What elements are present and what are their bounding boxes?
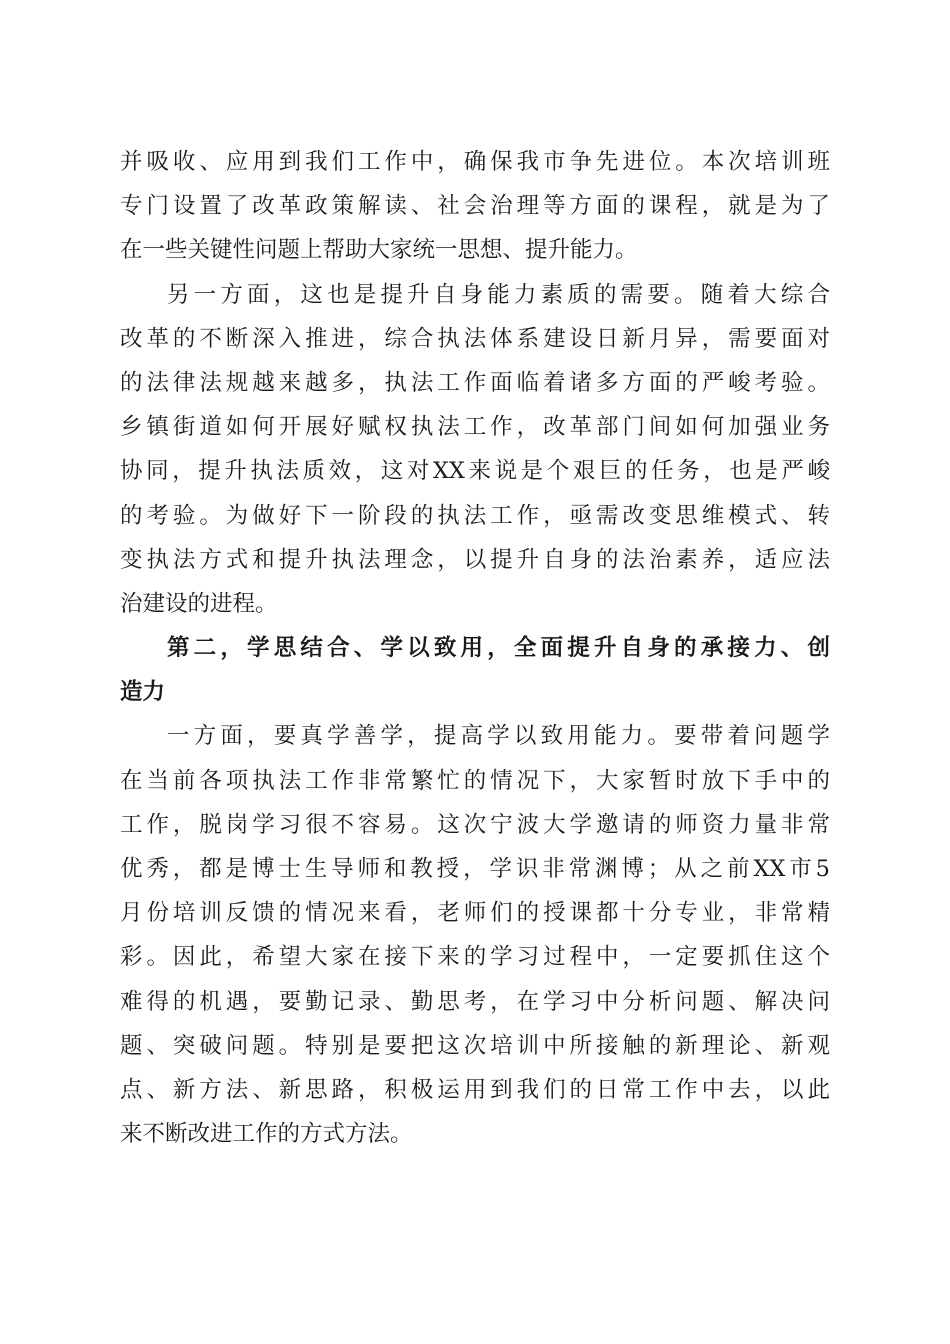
text-line: 变执法方式和提升执法理念，以提升自身的法治素养，适应法 <box>120 546 830 573</box>
text-line: 月份培训反馈的情况来看，老师们的授课都十分专业，非常精 <box>120 900 830 927</box>
text-line: 在一些关键性问题上帮助大家统一思想、提升能力。 <box>120 237 638 264</box>
text-line: 另一方面，这也是提升自身能力素质的需要。随着大综合 <box>167 281 830 308</box>
text-line: 改革的不断深入推进，综合执法体系建设日新月异，需要面对 <box>120 325 830 352</box>
text-line: 乡镇街道如何开展好赋权执法工作，改革部门间如何加强业务 <box>120 414 830 441</box>
text-line: 协同，提升执法质效，这对XX来说是个艰巨的任务，也是严峻 <box>120 458 830 485</box>
heading-line: 造力 <box>120 679 166 706</box>
text-line: 彩。因此，希望大家在接下来的学习过程中，一定要抓住这个 <box>120 944 830 971</box>
text-line: 治建设的进程。 <box>120 590 278 617</box>
text-line: 的法律法规越来越多，执法工作面临着诸多方面的严峻考验。 <box>120 369 830 396</box>
text-line: 来不断改进工作的方式方法。 <box>120 1121 413 1148</box>
text-line: 专门设置了改革政策解读、社会治理等方面的课程，就是为了 <box>120 193 830 220</box>
text-line: 在当前各项执法工作非常繁忙的情况下，大家暂时放下手中的 <box>120 767 830 794</box>
text-line: 点、新方法、新思路，积极运用到我们的日常工作中去，以此 <box>120 1076 830 1103</box>
section-heading <box>120 626 830 714</box>
document-page <box>120 140 830 1156</box>
text-line: 的考验。为做好下一阶段的执法工作，亟需改变思维模式、转 <box>120 502 830 529</box>
text-line: 优秀，都是博士生导师和教授，学识非常渊博；从之前XX市5 <box>120 856 830 882</box>
text-line: 并吸收、应用到我们工作中，确保我市争先进位。本次培训班 <box>120 149 830 175</box>
paragraph-2 <box>120 273 830 627</box>
paragraph-4 <box>120 714 830 1156</box>
text-line: 一方面，要真学善学，提高学以致用能力。要带着问题学 <box>167 723 830 750</box>
text-line: 题、突破问题。特别是要把这次培训中所接触的新理论、新观 <box>120 1032 830 1059</box>
text-line: 难得的机遇，要勤记录、勤思考，在学习中分析问题、解决问 <box>120 988 830 1015</box>
heading-line: 第二，学思结合、学以致用，全面提升自身的承接力、创 <box>167 635 830 662</box>
text-line: 工作，脱岗学习很不容易。这次宁波大学邀请的师资力量非常 <box>120 811 830 838</box>
paragraph-1 <box>120 140 830 273</box>
